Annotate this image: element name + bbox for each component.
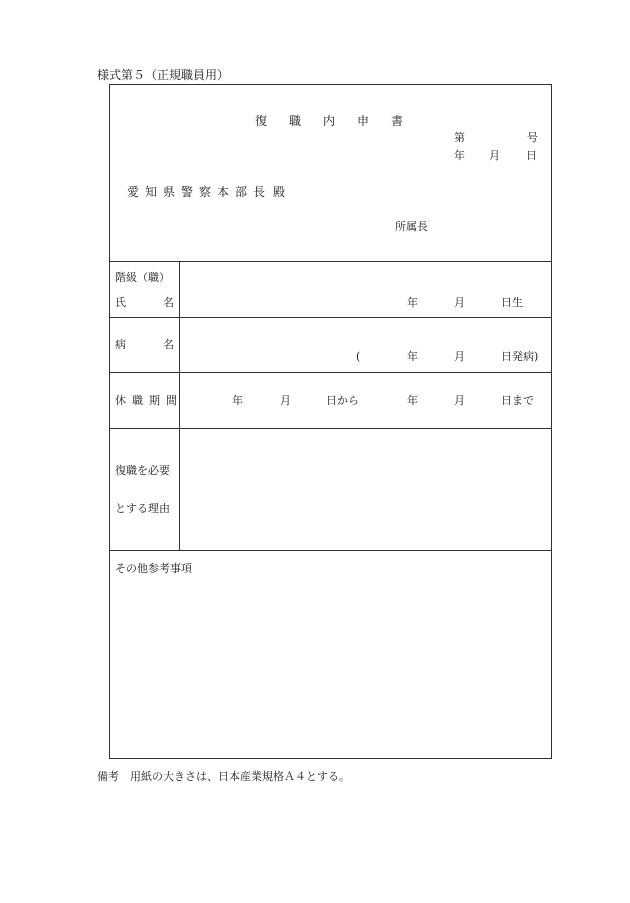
- footnote: 備考 用紙の大きさは、日本産業規格Ａ４とする。: [97, 770, 350, 783]
- rank-label: 階級（職）: [115, 271, 170, 284]
- leave-to-day: 日まで: [501, 394, 534, 407]
- birth-year: 年: [407, 296, 418, 309]
- form-number: 様式第５（正規職員用）: [97, 68, 230, 82]
- doc-number-go: 号: [527, 131, 538, 144]
- leave-from-month: 月: [280, 394, 291, 407]
- doc-number-dai: 第: [454, 131, 465, 144]
- leave-to-month: 月: [454, 394, 465, 407]
- onset-month: 月: [454, 350, 465, 363]
- addressee: 愛知県警察本部長: [127, 185, 272, 199]
- row-divider-illness: [109, 372, 552, 373]
- leave-period-label: 休職期間: [115, 394, 183, 407]
- row-divider-reason: [109, 550, 552, 551]
- reason-label-line2: とする理由: [115, 502, 170, 515]
- leave-to-year: 年: [407, 394, 418, 407]
- document-title: 復職内申書: [255, 114, 426, 128]
- date-day: 日: [526, 149, 537, 162]
- birth-day: 日生: [501, 296, 523, 309]
- illness-label-second: 名: [163, 338, 174, 351]
- onset-open-paren: (: [356, 350, 361, 363]
- other-notes-label: その他参考事項: [115, 562, 192, 575]
- name-label-first: 氏: [115, 296, 126, 309]
- birth-month: 月: [454, 296, 465, 309]
- illness-label-first: 病: [115, 338, 126, 351]
- onset-day: 日発病): [501, 350, 539, 363]
- leave-from-year: 年: [232, 394, 243, 407]
- name-label-second: 名: [163, 296, 174, 309]
- leave-from-day: 日から: [326, 394, 359, 407]
- date-year: 年: [454, 149, 465, 162]
- row-divider-name: [109, 317, 552, 318]
- addressee-suffix: 殿: [273, 185, 286, 199]
- date-month: 月: [489, 149, 500, 162]
- row-divider-leave: [109, 428, 552, 429]
- sender-label: 所属長: [395, 220, 428, 233]
- reason-label-line1: 復職を必要: [115, 464, 170, 477]
- onset-year: 年: [407, 350, 418, 363]
- row-divider-header: [109, 261, 552, 262]
